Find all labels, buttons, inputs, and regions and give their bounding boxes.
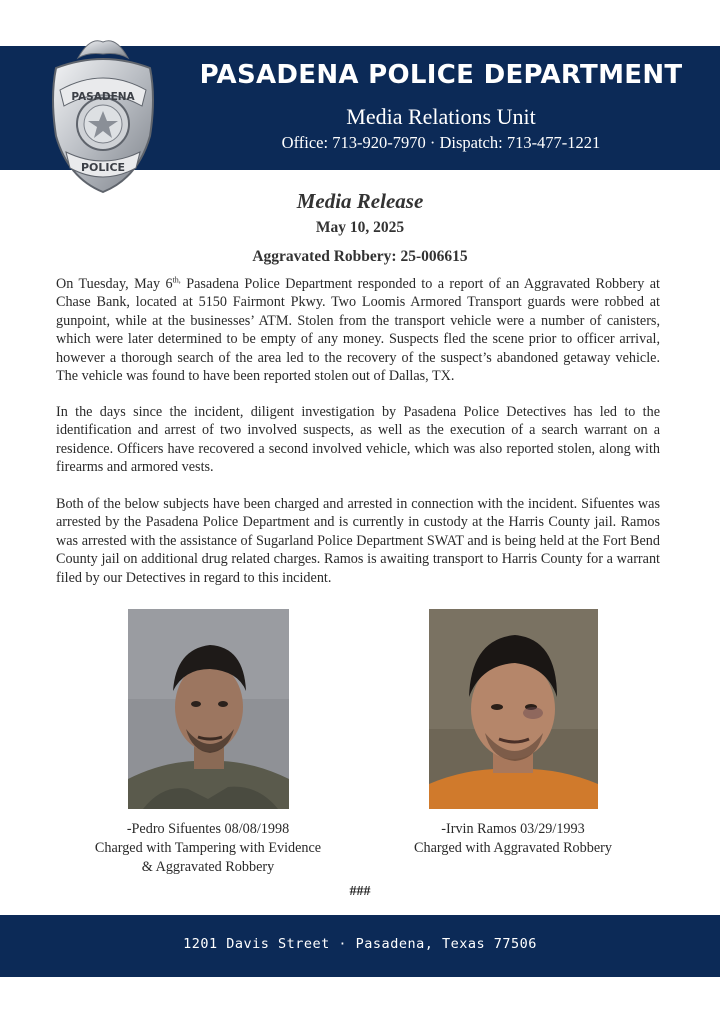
suspect-caption-ramos xyxy=(373,820,653,858)
badge-bottom-text: POLICE xyxy=(80,161,126,174)
release-title: Media Release xyxy=(296,189,424,213)
suspect-charge: Charged with Aggravated Robbery xyxy=(414,840,612,856)
mugshot-ramos xyxy=(429,609,598,809)
footer-banner xyxy=(0,915,720,977)
contact-phones: Office: 713-920-7970 · Dispatch: 713-477-1221 xyxy=(281,133,601,152)
footer-address: 1201 Davis Street · Pasadena, Texas 77506 xyxy=(183,936,537,952)
suspect-charge: Charged with Tampering with Evidence xyxy=(94,840,322,856)
suspect-name: -Pedro Sifuentes 08/08/1998 xyxy=(126,821,290,837)
police-badge-icon xyxy=(38,28,168,194)
badge-top-text: PASADENA xyxy=(71,91,135,103)
department-title: PASADENA POLICE DEPARTMENT xyxy=(199,60,683,90)
paragraph-charges: Both of the below subjects have been charged and arrested in connection with the incident. Sifuentes was arrested by the Pasadena Police Department and is currently in custody at the Harris County jail. Ramos was arrested with the assistance of Sugarland Police Department SWAT and is being held at the Fort Bend County jail on additional drug related charges. Ramos is awaiting transport to Harris County for a warrant filed by our Detectives in regard to this incident. xyxy=(56,496,660,586)
suspect-charge: & Aggravated Robbery xyxy=(141,859,275,875)
suspect-caption-sifuentes xyxy=(70,820,346,877)
case-heading: Aggravated Robbery: 25-006615 xyxy=(252,248,468,265)
ordinal-suffix: th, xyxy=(172,275,181,285)
suspect-name: -Irvin Ramos 03/29/1993 xyxy=(441,821,585,837)
unit-name: Media Relations Unit xyxy=(346,104,536,129)
mugshot-sifuentes xyxy=(128,609,289,809)
paragraph-incident xyxy=(56,275,660,385)
paragraph-investigation: In the days since the incident, diligent investigation by Pasadena Police Detectives has led to the identification and arrest of two involved suspects, as well as the execution of a search warrant on a residence. Officers have recovered a second involved vehicle, which was also reported stolen, along with firearms and armored vests. xyxy=(56,404,660,476)
paragraph-incident-start: On Tuesday, May 6 xyxy=(56,276,173,292)
release-date: May 10, 2025 xyxy=(315,219,405,236)
end-of-release-mark: ### xyxy=(349,884,371,899)
paragraph-incident-rest: Pasadena Police Department responded to a report of an Aggravated Robbery at Chase Bank, located at 5150 Fairmont Pkwy. Two Loomis Armored Transport guards were robbed at gunpoint, while at the businesses’ ATM. Stolen from the transport vehicle were a number of canisters, which were later determined to be empty of any money. Suspects fled the scene prior to officer arrival, however a thorough search of the area led to the recovery of the suspect’s abandoned getaway vehicle. The vehicle was found to have been reported stolen out of Dallas, TX. xyxy=(56,276,660,385)
